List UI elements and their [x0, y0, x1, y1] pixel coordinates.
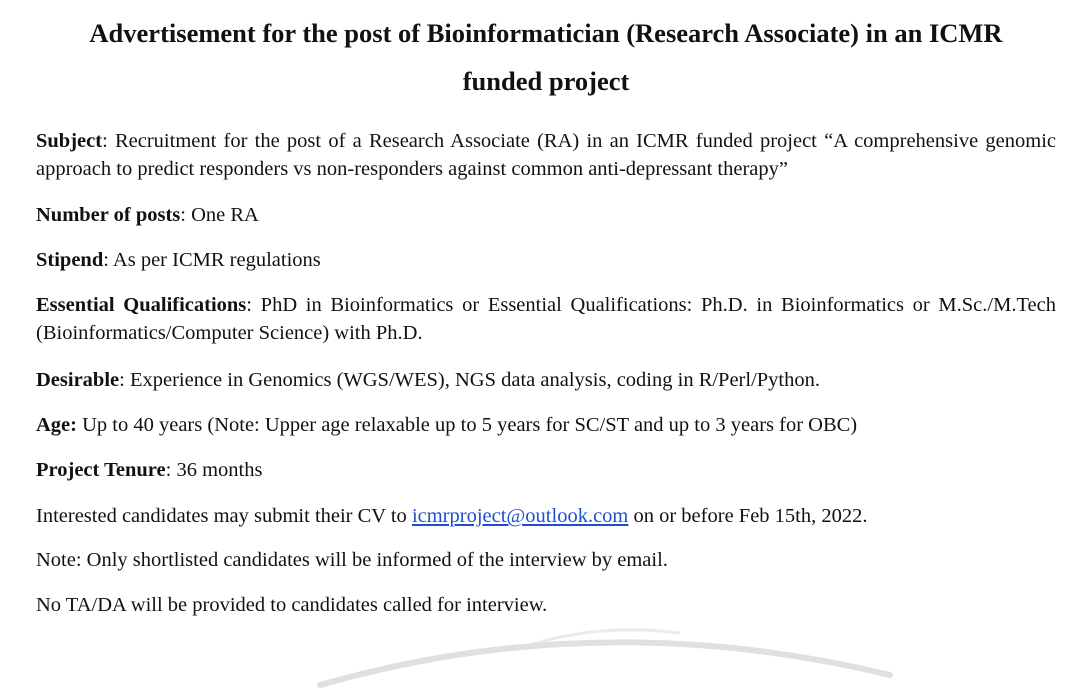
stipend-paragraph: [36, 246, 1056, 274]
qualifications-label: Essential Qualifications: [36, 294, 247, 316]
age-text: Up to 40 years (Note: Upper age relaxable up to 5 years for SC/ST and up to 3 years for OBC): [76, 414, 858, 436]
ta-da-note: No TA/DA will be provided to candidates called for interview.: [36, 594, 548, 616]
desirable-paragraph: [36, 366, 1056, 394]
subject-text: : Recruitment for the post of a Research Associate (RA) in an ICMR funded project “A comprehensive genomic approach to predict responders vs non-responders against common anti-depressant therapy”: [36, 130, 1056, 180]
watermark-arc-icon: [300, 575, 900, 695]
posts-paragraph: [36, 201, 1056, 229]
desirable-text: : Experience in Genomics (WGS/WES), NGS data analysis, coding in R/Perl/Python.: [119, 369, 820, 391]
posts-label: Number of posts: [36, 204, 181, 226]
age-paragraph: [36, 411, 1056, 439]
submission-text-before: Interested candidates may submit their CV to: [36, 505, 412, 527]
stipend-text: : As per ICMR regulations: [103, 249, 321, 271]
desirable-label: Desirable: [36, 369, 120, 391]
tenure-paragraph: [36, 456, 1056, 484]
qualifications-paragraph: [36, 291, 1056, 347]
tenure-text: : 36 months: [165, 459, 263, 481]
tenure-label: Project Tenure: [36, 459, 166, 481]
submission-paragraph: [36, 502, 1056, 530]
email-link[interactable]: icmrproject@outlook.com: [411, 505, 629, 527]
stipend-label: Stipend: [36, 249, 104, 271]
qualifications-text: : PhD in Bioinformatics or Essential Qualifications: Ph.D. in Bioinformatics or M.Sc./M.Tech (Bioinformatics/Computer Science) with Ph.D.: [36, 294, 1056, 344]
submission-text-after: on or before Feb 15th, 2022.: [628, 505, 868, 527]
posts-text: : One RA: [180, 204, 259, 226]
subject-label: Subject: [36, 130, 103, 152]
document-title-line-1: Advertisement for the post of Bioinformatician (Research Associate) in an ICMR: [89, 18, 1003, 48]
age-label: Age:: [36, 414, 77, 436]
subject-paragraph: [36, 127, 1056, 183]
shortlist-note: Note: Only shortlisted candidates will be informed of the interview by email.: [36, 549, 668, 571]
document-title-line-2: funded project: [462, 66, 630, 96]
